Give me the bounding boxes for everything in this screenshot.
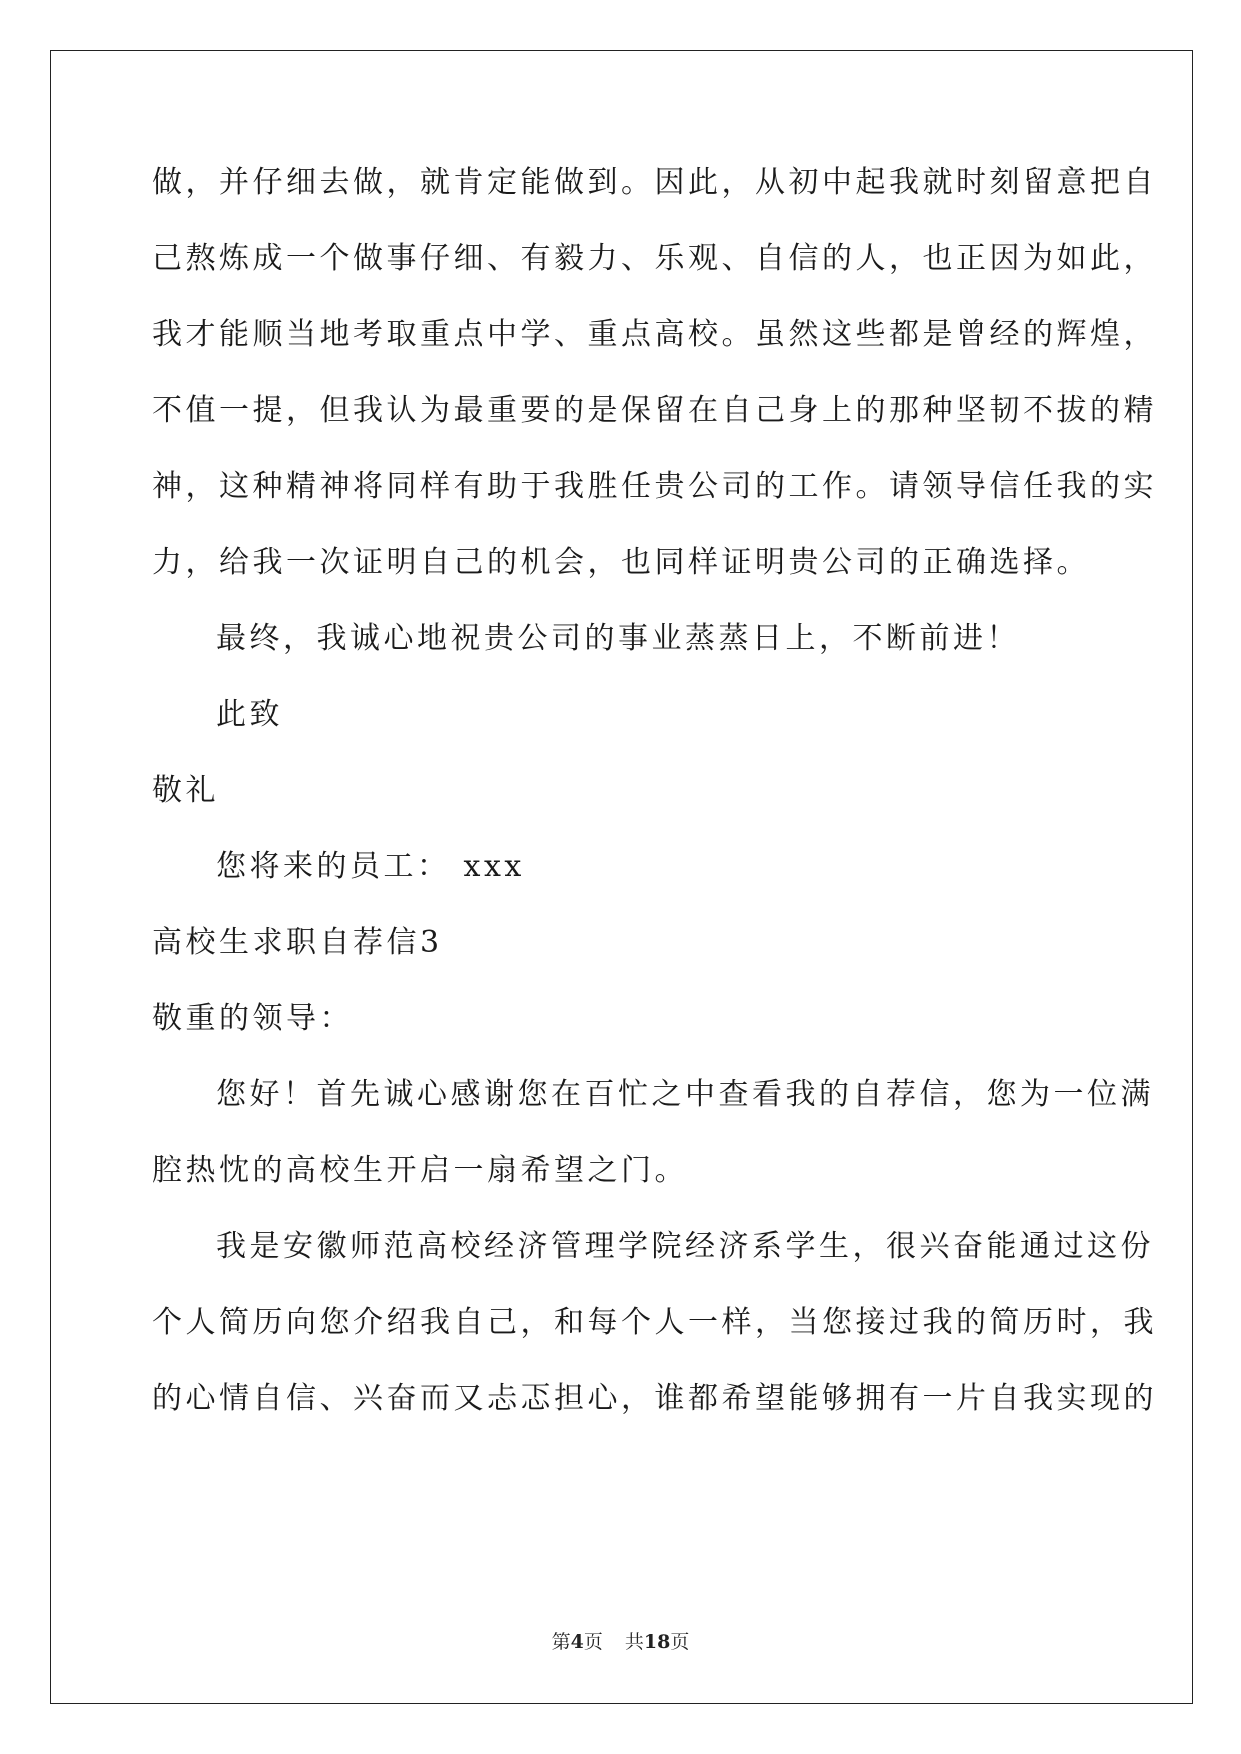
text-line: 我才能顺当地考取重点中学、重点高校。虽然这些都是曾经的辉煌， xyxy=(152,317,1157,352)
signature-line: 您将来的员工： xxx xyxy=(216,849,525,884)
text-line: 力，给我一次证明自己的机会，也同样证明贵公司的正确选择。 xyxy=(152,545,1090,580)
text-line: 的心情自信、兴奋而又忐忑担心，谁都希望能够拥有一片自我实现的 xyxy=(152,1381,1157,1416)
text-line: 个人简历向您介绍我自己，和每个人一样，当您接过我的简历时，我 xyxy=(152,1305,1157,1340)
footer-prefix: 第 xyxy=(551,1631,571,1653)
footer-total-unit: 页 xyxy=(670,1631,690,1653)
text-line: 己熬炼成一个做事仔细、有毅力、乐观、自信的人，也正因为如此， xyxy=(152,241,1157,276)
greeting: 敬重的领导： xyxy=(152,1001,353,1036)
footer-page-unit: 页 xyxy=(583,1631,603,1653)
letter-title: 高校生求职自荐信3 xyxy=(152,925,443,960)
salutation-ci-zhi: 此致 xyxy=(216,697,283,732)
document-body xyxy=(152,163,1157,1455)
text-line: 神，这种精神将同样有助于我胜任贵公司的工作。请领导信任我的实 xyxy=(152,469,1157,504)
salutation-jing-li: 敬礼 xyxy=(152,773,219,808)
text-line: 我是安徽师范高校经济管理学院经济系学生，很兴奋能通过这份 xyxy=(216,1229,1154,1264)
current-page-number: 4 xyxy=(570,1631,584,1653)
total-page-count: 18 xyxy=(643,1631,671,1653)
text-line: 做，并仔细去做，就肯定能做到。因此，从初中起我就时刻留意把自 xyxy=(152,165,1157,200)
footer-total-prefix: 共 xyxy=(624,1631,644,1653)
text-line: 腔热忱的高校生开启一扇希望之门。 xyxy=(152,1153,688,1188)
page-footer xyxy=(0,1627,1241,1654)
text-line: 不值一提，但我认为最重要的是保留在自己身上的那种坚韧不拔的精 xyxy=(152,393,1157,428)
closing-wish: 最终，我诚心地祝贵公司的事业蒸蒸日上，不断前进！ xyxy=(216,621,1020,656)
text-line: 您好！首先诚心感谢您在百忙之中查看我的自荐信，您为一位满 xyxy=(216,1077,1154,1112)
